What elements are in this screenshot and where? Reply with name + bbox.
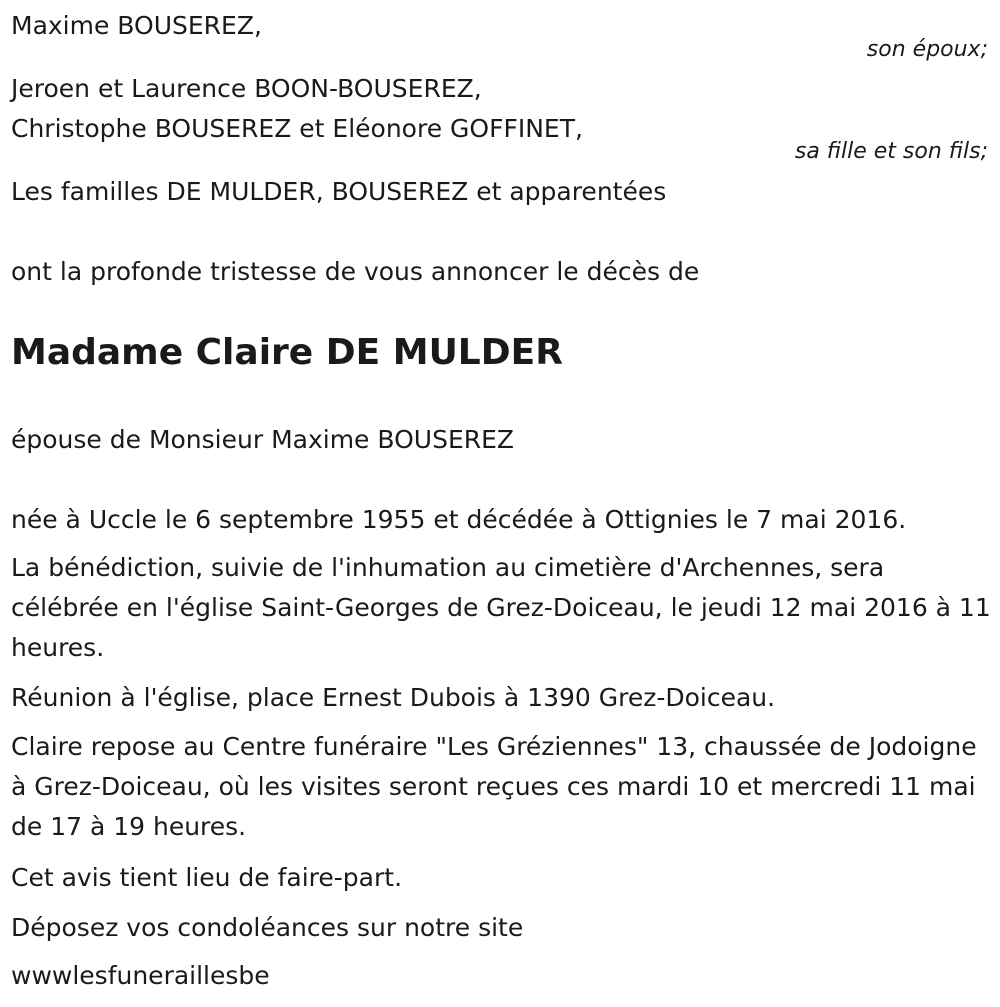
visits-paragraph: Claire repose au Centre funéraire "Les Gréziennes" 13, chaussée de Jodoigne à Grez-Doiceau, où les visites seront reçues ces mardi 10 et mercredi 11 mai de 17 à 19 heures. [11, 732, 977, 841]
husband-name: Maxime BOUSEREZ, [11, 11, 262, 40]
birth-death-line: née à Uccle le 6 septembre 1955 et décédée à Ottignies le 7 mai 2016. [11, 505, 907, 534]
announcement-text: ont la profonde tristesse de vous annoncer le décès de [11, 257, 700, 286]
husband-role: son époux; [866, 37, 988, 62]
ceremony-paragraph: La bénédiction, suivie de l'inhumation au cimetière d'Archennes, sera célébrée en l'église Saint-Georges de Grez-Doiceau, le jeudi 12 mai 2016 à 11 heures. [11, 553, 991, 662]
children-line-1: Jeroen et Laurence BOON-BOUSEREZ, [11, 74, 482, 103]
spouse-line: épouse de Monsieur Maxime BOUSEREZ [11, 425, 515, 454]
condolences-line: Déposez vos condoléances sur notre site [11, 913, 524, 942]
families-line: Les familles DE MULDER, BOUSEREZ et apparentées [11, 177, 667, 206]
website-link[interactable]: wwwlesfuneraillesbe [11, 961, 270, 990]
children-line-2: Christophe BOUSEREZ et Eléonore GOFFINET, [11, 114, 583, 143]
children-role: sa fille et son fils; [794, 139, 988, 164]
notice-line: Cet avis tient lieu de faire-part. [11, 863, 403, 892]
deceased-name: Madame Claire DE MULDER [11, 332, 563, 373]
meeting-line: Réunion à l'église, place Ernest Dubois à 1390 Grez-Doiceau. [11, 683, 776, 712]
